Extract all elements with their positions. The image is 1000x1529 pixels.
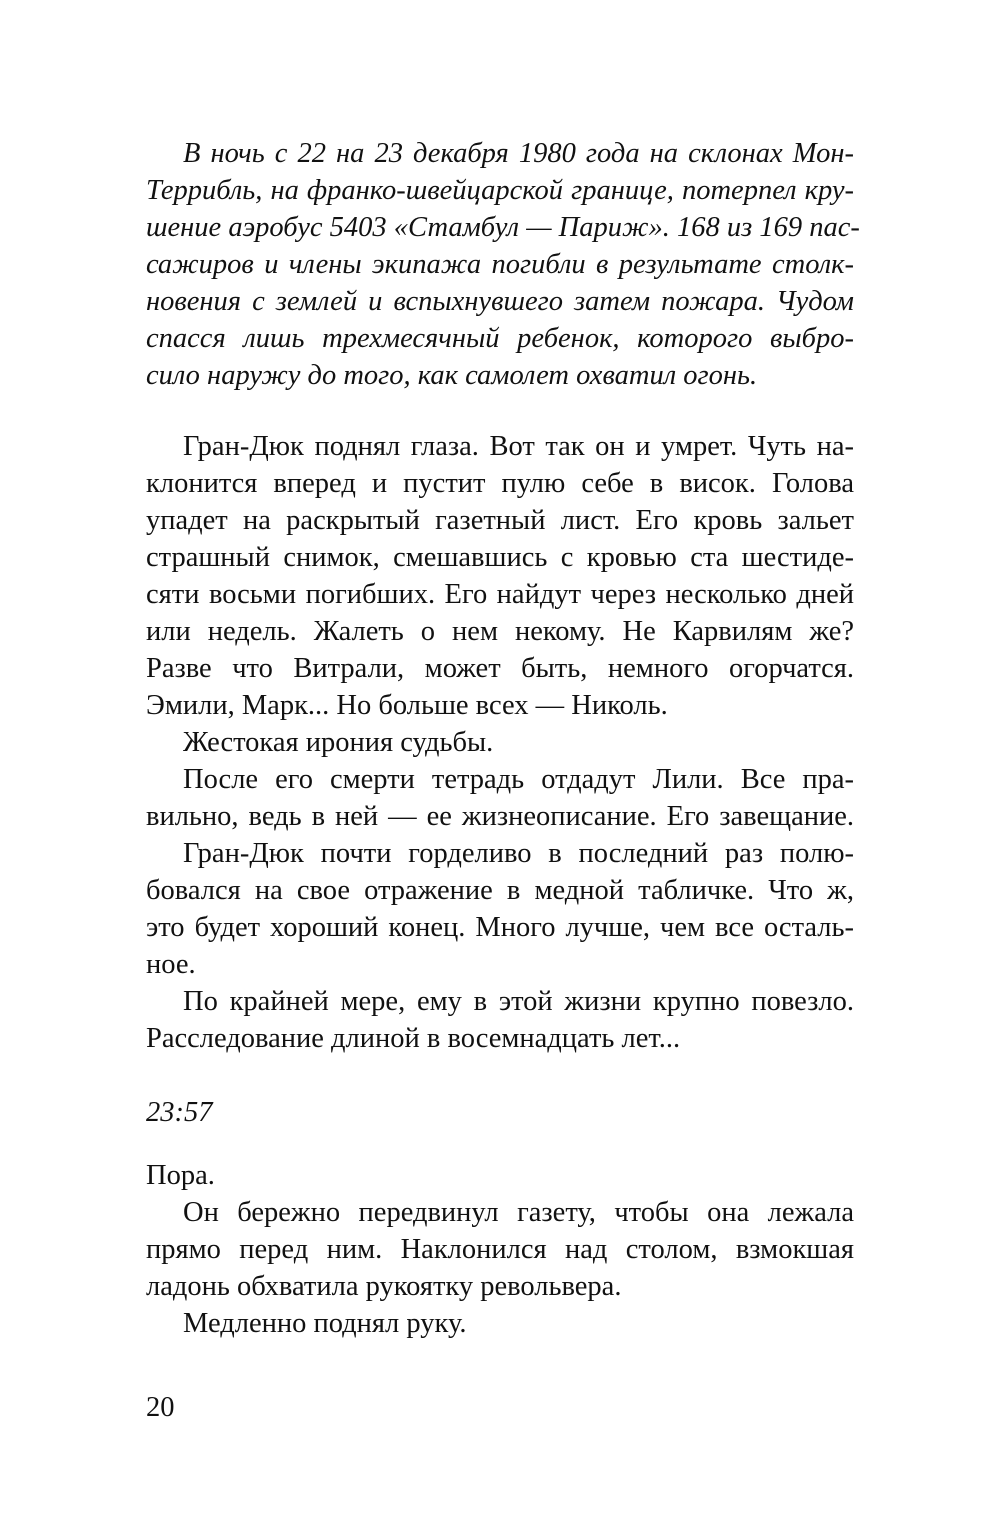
- body-line: вильно, ведь в ней — ее жизнеописание. Его завещание.: [146, 801, 854, 832]
- section-line: Медленно поднял руку.: [183, 1308, 467, 1339]
- page-number: 20: [146, 1392, 175, 1423]
- body-line: Гран-Дюк поднял глаза. Вот так он и умрет. Чуть на-: [183, 431, 854, 462]
- section-line: ладонь обхватила рукоятку револьвера.: [146, 1271, 622, 1302]
- section-line: Пора.: [146, 1160, 215, 1191]
- body-line: Эмили, Марк... Но больше всех — Николь.: [146, 690, 668, 721]
- body-line: ное.: [146, 949, 196, 980]
- body-line: Расследование длиной в восемнадцать лет...: [146, 1023, 681, 1054]
- epigraph-line: шение аэробус 5403 «Стамбул — Париж». 168 из 169 пас-: [146, 212, 860, 243]
- body-line: это будет хороший конец. Много лучше, чем все осталь-: [146, 912, 854, 943]
- body-line: страшный снимок, смешавшись с кровью ста шестиде-: [146, 542, 854, 573]
- epigraph-line: сажиров и члены экипажа погибли в результате столк-: [146, 249, 854, 280]
- body-line: Жестокая ирония судьбы.: [183, 727, 494, 758]
- section-line: Он бережно передвинул газету, чтобы она лежала: [183, 1197, 854, 1228]
- section-time-heading: 23:57: [146, 1097, 213, 1128]
- epigraph-line: новения с землей и вспыхнувшего затем пожара. Чудом: [146, 286, 854, 317]
- body-line: клонится вперед и пустит пулю себе в висок. Голова: [146, 468, 854, 499]
- body-line: Гран-Дюк почти горделиво в последний раз полю-: [183, 838, 854, 869]
- epigraph-line: Террибль, на франко-швейцарской границе, потерпел кру-: [146, 175, 854, 206]
- body-line: Разве что Витрали, может быть, немного огорчатся.: [146, 653, 854, 684]
- body-line: сяти восьми погибших. Его найдут через несколько дней: [146, 579, 854, 610]
- epigraph-line: спасся лишь трехмесячный ребенок, которого выбро-: [146, 323, 854, 354]
- section-line: прямо перед ним. Наклонился над столом, взмокшая: [146, 1234, 854, 1265]
- body-line: По крайней мере, ему в этой жизни крупно повезло.: [183, 986, 854, 1017]
- body-line: бовался на свое отражение в медной табличке. Что ж,: [146, 875, 854, 906]
- epigraph-line: сило наружу до того, как самолет охватил огонь.: [146, 360, 758, 391]
- body-line: После его смерти тетрадь отдадут Лили. Все пра-: [183, 764, 854, 795]
- body-line: упадет на раскрытый газетный лист. Его кровь зальет: [146, 505, 854, 536]
- body-line: или недель. Жалеть о нем некому. Не Карвилям же?: [146, 616, 854, 647]
- epigraph-line: В ночь с 22 на 23 декабря 1980 года на склонах Мон-: [183, 138, 854, 169]
